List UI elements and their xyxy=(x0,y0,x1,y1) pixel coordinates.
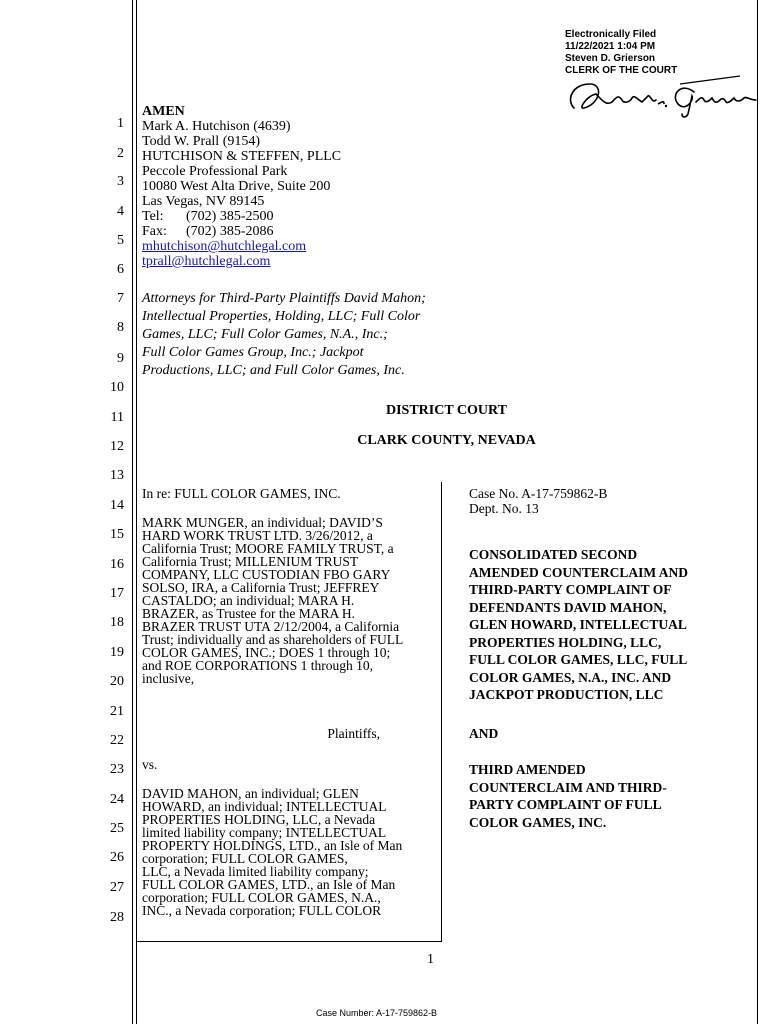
email-link-tprall[interactable]: tprall@hutchlegal.com xyxy=(142,254,271,269)
title-line: THIRD-PARTY COMPLAINT OF xyxy=(469,582,672,597)
line-number: 19 xyxy=(110,645,124,660)
title-line: COLOR GAMES, N.A., INC. AND xyxy=(469,669,672,685)
title-line: THIRD AMENDED xyxy=(469,762,586,777)
case-number: Case No. A-17-759862-B xyxy=(469,486,608,501)
plaintiffs-line: SOLSO, IRA, a California Trust; JEFFREY xyxy=(142,580,380,595)
line-number: 8 xyxy=(117,320,124,335)
plaintiffs-line: California Trust; MOORE FAMILY TRUST, a xyxy=(142,541,394,556)
defendants-line: INC., a Nevada corporation; FULL COLOR xyxy=(142,903,382,918)
attorney-line: Las Vegas, NV 89145 xyxy=(142,194,265,209)
attorneys-for-line: Games, LLC; Full Color Games, N.A., Inc.; xyxy=(142,327,388,342)
line-number: 14 xyxy=(110,498,124,513)
stamp-line-datetime: 11/22/2021 1:04 PM xyxy=(565,41,656,52)
defendants-line: PROPERTY HOLDINGS, LTD., an Isle of Man xyxy=(142,838,403,853)
defendants-line: DAVID MAHON, an individual; GLEN xyxy=(142,786,359,801)
caption-divider-horizontal xyxy=(137,941,442,942)
line-number: 25 xyxy=(110,821,124,836)
stamp-line-clerk-name: Steven D. Grierson xyxy=(565,53,656,64)
attorney-block xyxy=(142,104,341,269)
attorneys-for-line: Productions, LLC; and Full Color Games, Inc. xyxy=(142,363,405,378)
plaintiffs-line: and ROE CORPORATIONS 1 through 10, xyxy=(142,658,374,673)
line-number: 16 xyxy=(110,557,124,572)
attorney-line: Peccole Professional Park xyxy=(142,164,288,179)
title-line: COLOR GAMES, INC. xyxy=(469,814,607,830)
line-number: 24 xyxy=(110,792,124,807)
fax-label: Fax: xyxy=(142,224,167,239)
line-number: 27 xyxy=(110,880,124,895)
document-title-first xyxy=(469,546,749,704)
court-county: CLARK COUNTY, NEVADA xyxy=(357,433,536,448)
fax-number: (702) 385-2086 xyxy=(186,224,274,239)
court-name: DISTRICT COURT xyxy=(385,403,507,418)
attorney-line: HUTCHISON & STEFFEN, PLLC xyxy=(142,149,342,164)
plaintiffs-line: HARD WORK TRUST LTD. 3/26/2012, a xyxy=(142,528,373,543)
plaintiffs-line: COLOR GAMES, INC.; DOES 1 through 10; xyxy=(142,645,391,660)
right-margin-rule xyxy=(757,0,758,1024)
plaintiffs-line: COMPANY, LLC CUSTODIAN FBO GARY xyxy=(142,567,391,582)
line-number: 23 xyxy=(110,762,124,777)
line-number: 11 xyxy=(110,410,124,425)
line-number: 13 xyxy=(110,468,124,483)
tel-number: (702) 385-2500 xyxy=(186,209,274,224)
plaintiffs-label: Plaintiffs, xyxy=(327,726,380,741)
line-number: 5 xyxy=(117,233,124,248)
defendants-line: limited liability company; INTELLECTUAL xyxy=(142,825,387,840)
versus: vs. xyxy=(142,757,158,772)
title-line: GLEN HOWARD, INTELLECTUAL xyxy=(469,617,687,632)
document-title-second xyxy=(469,761,749,831)
attorneys-for-line: Full Color Games Group, Inc.; Jackpot xyxy=(142,345,364,360)
line-number: 2 xyxy=(117,146,124,161)
plaintiffs-line: BRAZER TRUST UTA 2/12/2004, a California xyxy=(142,619,400,634)
line-number: 22 xyxy=(110,733,124,748)
attorneys-for-line: Intellectual Properties, Holding, LLC; Full Color xyxy=(142,309,421,324)
line-number: 20 xyxy=(110,674,124,689)
title-line: PARTY COMPLAINT OF FULL xyxy=(469,797,662,812)
defendants-line: corporation; FULL COLOR GAMES, N.A., xyxy=(142,890,381,905)
stamp-line-clerk-title: CLERK OF THE COURT xyxy=(565,65,678,76)
line-number: 28 xyxy=(110,910,124,925)
line-number: 12 xyxy=(110,439,124,454)
line-number: 3 xyxy=(117,174,124,189)
defendants-line: FULL COLOR GAMES, LTD., an Isle of Man xyxy=(142,877,396,892)
line-number: 21 xyxy=(110,704,124,719)
title-line: AMENDED COUNTERCLAIM AND xyxy=(469,564,689,580)
line-number: 4 xyxy=(117,204,124,219)
left-margin-rule xyxy=(132,0,133,1024)
line-number: 1 xyxy=(117,116,124,131)
line-number: 26 xyxy=(110,850,124,865)
defendants-line: PROPERTIES HOLDING, LLC, a Nevada xyxy=(142,812,376,827)
plaintiffs-line: inclusive, xyxy=(142,671,195,686)
line-number: 6 xyxy=(117,262,124,277)
stamp-line-filed: Electronically Filed xyxy=(565,29,657,40)
telephone-line xyxy=(142,209,341,224)
page-number: 1 xyxy=(427,952,434,967)
title-line: JACKPOT PRODUCTION, LLC xyxy=(469,687,664,702)
caption-in-re: In re: FULL COLOR GAMES, INC. xyxy=(142,486,341,501)
title-line: DEFENDANTS DAVID MAHON, xyxy=(469,599,667,615)
plaintiffs-line: CASTALDO; an individual; MARA H. xyxy=(142,593,355,608)
title-line: FULL COLOR GAMES, LLC, FULL xyxy=(469,652,688,667)
attorney-line: Todd W. Prall (9154) xyxy=(142,134,261,149)
plaintiffs-line: MARK MUNGER, an individual; DAVID’S xyxy=(142,515,383,530)
footer-case-number: Case Number: A-17-759862-B xyxy=(316,1008,438,1018)
defendants-block xyxy=(142,787,434,917)
caption-divider-vertical xyxy=(441,482,442,942)
plaintiffs-line: California Trust; MILLENIUM TRUST xyxy=(142,554,359,569)
line-number: 7 xyxy=(117,291,124,306)
title-line: COUNTERCLAIM AND THIRD- xyxy=(469,779,667,795)
defendants-line: corporation; FULL COLOR GAMES, xyxy=(142,851,348,866)
title-line: CONSOLIDATED SECOND xyxy=(469,547,638,562)
clerk-signature xyxy=(560,70,760,120)
document-code: AMEN xyxy=(142,104,185,119)
plaintiffs-line: BRAZER, as Trustee for the MARA H. xyxy=(142,606,356,621)
attorneys-for xyxy=(142,290,452,380)
line-number: 10 xyxy=(110,380,124,395)
case-info xyxy=(469,486,749,516)
tel-label: Tel: xyxy=(142,209,164,224)
attorney-line: 10080 West Alta Drive, Suite 200 xyxy=(142,179,331,194)
attorneys-for-line: Attorneys for Third-Party Plaintiffs David Mahon; xyxy=(142,291,426,306)
plaintiffs-block xyxy=(142,516,434,685)
line-number: 9 xyxy=(117,351,124,366)
line-number: 18 xyxy=(110,615,124,630)
attorney-line: Mark A. Hutchison (4639) xyxy=(142,119,291,134)
title-line: PROPERTIES HOLDING, LLC, xyxy=(469,634,662,650)
plaintiffs-line: Trust; individually and as shareholders of FULL xyxy=(142,632,404,647)
defendants-line: HOWARD, an individual; INTELLECTUAL xyxy=(142,799,387,814)
left-margin-rule-inner xyxy=(136,0,137,1024)
line-number: 17 xyxy=(110,586,124,601)
title-conjunction: AND xyxy=(469,726,499,741)
line-number: 15 xyxy=(110,527,124,542)
email-link-mhutchison[interactable]: mhutchison@hutchlegal.com xyxy=(142,239,307,254)
defendants-line: LLC, a Nevada limited liability company; xyxy=(142,864,369,879)
fax-line xyxy=(142,224,341,239)
dept-number: Dept. No. 13 xyxy=(469,501,539,516)
